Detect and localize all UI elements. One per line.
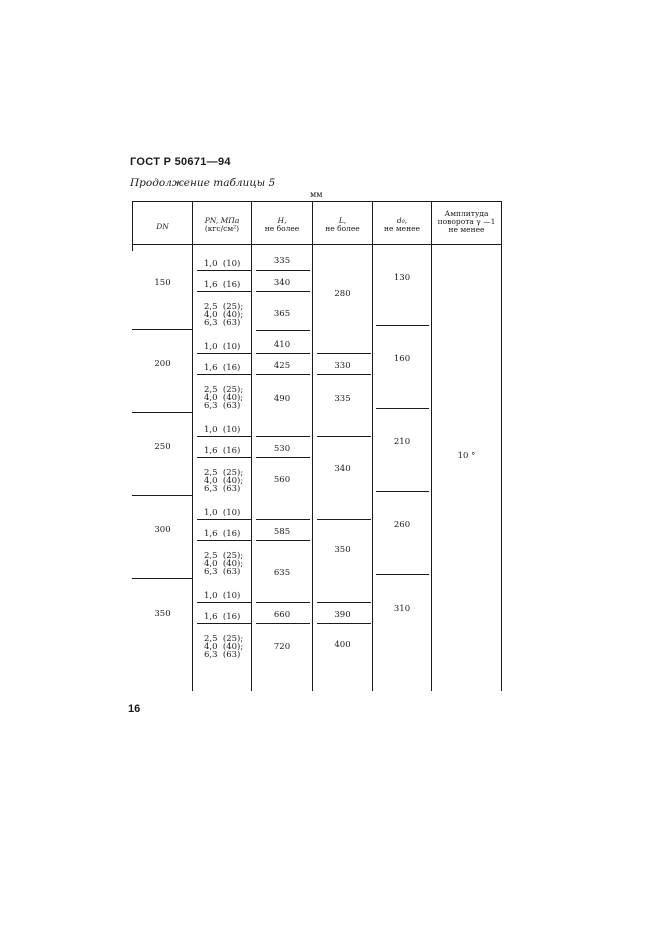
pn-value: 1,0 (10) xyxy=(204,425,241,435)
pn-value: 6,3 (63) xyxy=(204,567,241,577)
pn-value: 1,0 (10) xyxy=(204,342,241,352)
dn-value: 200 xyxy=(154,359,171,369)
h-value: 490 xyxy=(273,394,291,404)
dn-value: 150 xyxy=(154,278,171,288)
column-header-dn: DN xyxy=(156,222,169,231)
pn-value: 6,3 (63) xyxy=(204,484,241,494)
pn-value: 1,6 (16) xyxy=(204,363,241,373)
pn-value: 4,0 (40); xyxy=(204,393,244,403)
h-value: 530 xyxy=(273,444,291,454)
dn-value: 250 xyxy=(154,442,171,452)
column-header-d: d₀, не менее xyxy=(384,216,420,233)
standard-title: ГОСТ Р 50671—94 xyxy=(130,156,231,168)
pn-value: 1,6 (16) xyxy=(204,280,241,290)
amplitude-value: 10 ° xyxy=(457,451,476,461)
pn-value: 1,0 (10) xyxy=(204,591,241,601)
column-header-pn: PN, МПа (кгс/см²) xyxy=(204,216,240,233)
column-header-h: H, не более xyxy=(264,216,300,233)
pn-value: 2,5 (25); xyxy=(204,634,244,644)
l-value: 330 xyxy=(334,361,351,371)
dn-value: 350 xyxy=(154,609,171,619)
pn-value: 4,0 (40); xyxy=(204,642,244,652)
d-value: 160 xyxy=(393,354,411,364)
l-value: 400 xyxy=(334,640,351,650)
d-value: 210 xyxy=(393,437,411,447)
table-continuation-label: Продолжение таблицы 5 xyxy=(130,177,276,189)
pn-value: 4,0 (40); xyxy=(204,476,244,486)
h-value: 635 xyxy=(273,568,291,578)
h-value: 560 xyxy=(273,475,291,485)
h-value: 425 xyxy=(273,361,291,371)
h-value: 410 xyxy=(273,340,291,350)
l-value: 340 xyxy=(334,464,351,474)
h-value: 335 xyxy=(273,256,291,266)
pn-value: 1,0 (10) xyxy=(204,508,241,518)
pn-value: 4,0 (40); xyxy=(204,559,244,569)
h-value: 660 xyxy=(273,610,291,620)
pn-value: 4,0 (40); xyxy=(204,310,244,320)
dn-value: 300 xyxy=(154,525,171,535)
pn-value: 2,5 (25); xyxy=(204,551,244,561)
pn-value: 2,5 (25); xyxy=(204,385,244,395)
pn-value: 2,5 (25); xyxy=(204,468,244,478)
column-header-amplitude: Амплитуда поворота γ —1 не менее xyxy=(437,209,496,234)
h-value: 365 xyxy=(273,309,291,319)
l-value: 335 xyxy=(334,394,351,404)
d-value: 310 xyxy=(393,604,411,614)
column-header-l: L, не более xyxy=(325,216,360,233)
unit-label: мм xyxy=(310,190,323,199)
pn-value: 6,3 (63) xyxy=(204,318,241,328)
pn-value: 1,6 (16) xyxy=(204,612,241,622)
pn-value: 6,3 (63) xyxy=(204,401,241,411)
l-value: 390 xyxy=(334,610,351,620)
page-number: 16 xyxy=(128,703,141,715)
h-value: 585 xyxy=(273,527,291,537)
d-value: 260 xyxy=(393,520,411,530)
d-value: 130 xyxy=(393,273,411,283)
pn-value: 1,0 (10) xyxy=(204,259,241,269)
l-value: 280 xyxy=(334,289,351,299)
pn-value: 1,6 (16) xyxy=(204,446,241,456)
h-value: 340 xyxy=(273,278,291,288)
h-value: 720 xyxy=(273,642,291,652)
pn-value: 1,6 (16) xyxy=(204,529,241,539)
l-value: 350 xyxy=(334,545,351,555)
pn-value: 2,5 (25); xyxy=(204,302,244,312)
pn-value: 6,3 (63) xyxy=(204,650,241,660)
